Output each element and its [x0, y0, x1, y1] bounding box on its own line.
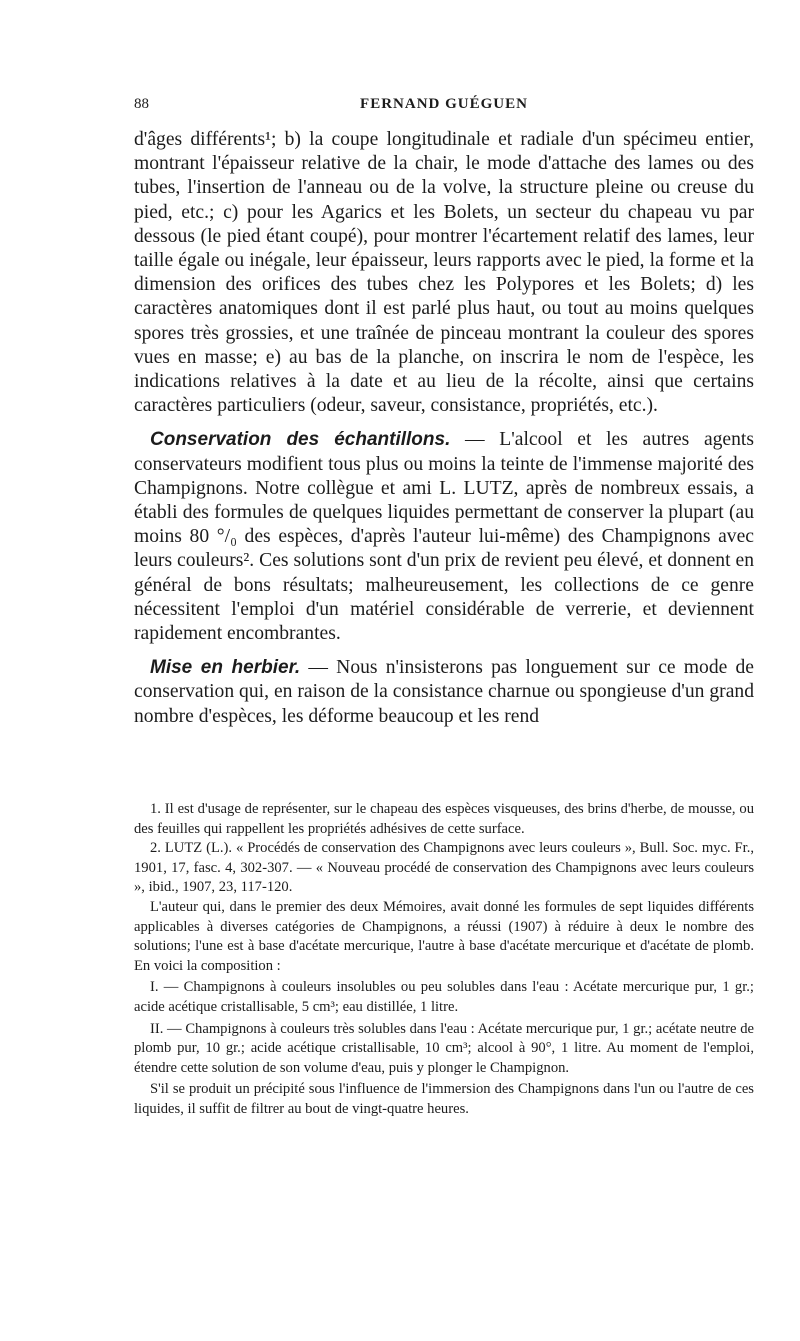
footnote-2-formula-1: I. — Champignons à couleurs insolubles ou peu solubles dans l'eau : Acétate mercurique pur, 1 gr.; acide acétique cristallisable, 5 cm³; eau distillée, 1 litre.	[134, 979, 754, 1015]
main-text	[134, 128, 754, 729]
paragraph-herbier	[134, 656, 754, 729]
footnote-2-author-note: L'auteur qui, dans le premier des deux Mémoires, avait donné les formules de sept liquides différents applicables à diverses catégories de Champignons, a réussi (1907) à réduire à deux le nombre des solutions; l'une est à base d'acétate mercurique, l'autre à base d'acétate mercurique et d'acétate de plomb. En voici la composition :	[134, 898, 754, 974]
paragraph-continued: d'âges différents¹; b) la coupe longitudinale et radiale d'un spécimeu entier, montrant l'épaisseur relative de la chair, le mode d'attache des lames ou des tubes, l'insertion de l'anneau ou de la volve, la structure pleine ou creuse du pied, etc.; c) pour les Agarics et les Bolets, un secteur du chapeau vu par dessous (le pied étant coupé), pour montrer l'écartement relatif des lames, leur taille égale ou inégale, leur épaisseur, leurs rapports avec le pied, la forme et la dimension des orifices des tubes chez les Polypores et les Bolets; d) les caractères anatomiques dont il est parlé plus haut, ou tout au moins quelques spores très grossies, et une traînée de pinceau montrant la couleur des spores vues en masse; e) au bas de la planche, on inscrira le nom de l'espèce, les indications relatives à la date et au lieu de la récolte, ainsi que certains caractères particuliers (odeur, saveur, consistance, propriétés, etc.).	[134, 129, 754, 417]
page-header	[134, 96, 754, 120]
running-head: FERNAND GUÉGUEN	[360, 96, 528, 112]
section-heading-conservation: Conservation des échantillons.	[150, 429, 451, 451]
footnote-1: 1. Il est d'usage de représenter, sur le chapeau des espèces visqueuses, des brins d'herbe, de mousse, ou des feuilles qui rappellent les propriétés adhésives de cette surface.	[134, 801, 754, 837]
footnote-2-formula-2: II. — Champignons à couleurs très solubles dans l'eau : Acétate mercurique pur, 1 gr.; acétate neutre de plomb pur, 10 gr.; acide acétique cristallisable, 10 cm³; alcool à 90°, 1 litre. Au moment de l'emploi, étendre cette solution de son volume d'eau, puis y plonger le Champignon.	[134, 1020, 754, 1076]
paragraph-conservation	[134, 428, 754, 646]
paragraph-conservation-text: — L'alcool et les autres agents conservateurs modifient tous plus ou moins la teinte de l'immense majorité des Champignons. Notre collègue et ami L. LUTZ, après de nombreux essais, a établi des formules de quelques liquides permettant de conserver la plupart (au moins 80 °/₀ des espèces, d'après l'auteur lui-même) des Champignons avec leurs couleurs². Ces solutions sont d'un prix de revient peu élevé, et donnent en général de bons résultats; malheureusement, les collections de ce genre nécessitent l'emploi d'un matériel considérable de verrerie, et deviennent rapidement encombrantes.	[134, 429, 754, 645]
footnotes	[134, 800, 754, 1120]
footnote-2-filter-note: S'il se produit un précipité sous l'influence de l'immersion des Champignons dans l'un ou l'autre de ces liquides, il suffit de filtrer au bout de vingt-quatre heures.	[134, 1081, 754, 1117]
page-number: 88	[134, 96, 149, 112]
footnote-2: 2. LUTZ (L.). « Procédés de conservation des Champignons avec leurs couleurs », Bull. Soc. myc. Fr., 1901, 17, fasc. 4, 302-307. — « Nouveau procédé de conservation des Champignons avec leurs couleurs », ibid., 1907, 23, 117-120.	[134, 840, 754, 896]
section-heading-herbier: Mise en herbier.	[150, 657, 301, 679]
paragraph-herbier-text: — Nous n'insisterons pas longuement sur ce mode de conservation qui, en raison de la consistance charnue ou spongieuse d'un grand nombre d'espèces, les déforme beaucoup et les rend	[134, 657, 754, 727]
